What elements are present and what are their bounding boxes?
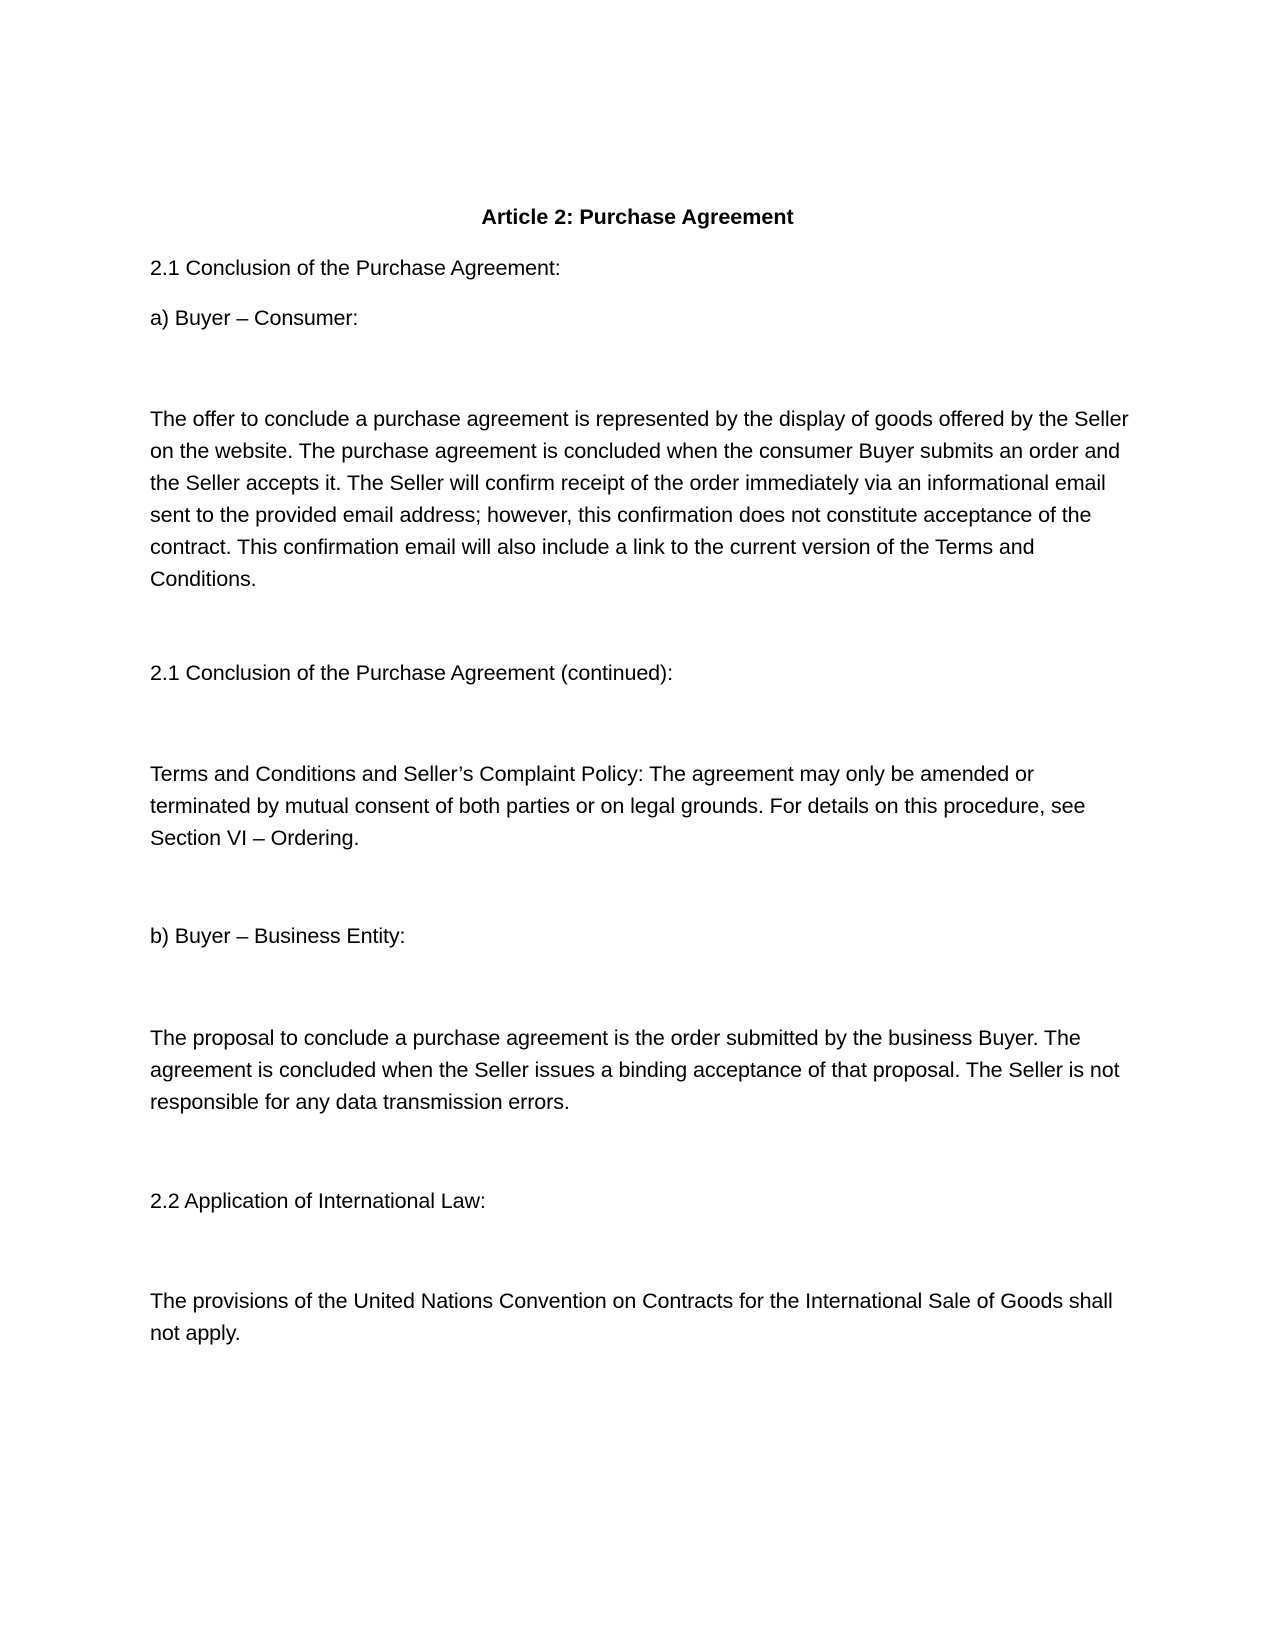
paragraph-terms-complaint-policy: Terms and Conditions and Seller’s Complaint Policy: The agreement may only be amended or terminated by mutual consent of both parties or on legal grounds. For details on this procedure, see Section VI – Ordering.: [150, 762, 1086, 850]
paragraph-business-agreement: The proposal to conclude a purchase agreement is the order submitted by the business Buyer. The agreement is concluded when the Seller issues a binding acceptance of that proposal. The Seller is not responsible for any data transmission errors.: [150, 1026, 1120, 1114]
section-heading-2-1-continued: 2.1 Conclusion of the Purchase Agreement (continued):: [150, 661, 673, 685]
paragraph-international-law: The provisions of the United Nations Convention on Contracts for the International Sale of Goods shall not apply.: [150, 1289, 1113, 1345]
paragraph-consumer-agreement: The offer to conclude a purchase agreement is represented by the display of goods offered by the Seller on the website. The purchase agreement is concluded when the consumer Buyer submits an order and the Seller accepts it. The Seller will confirm receipt of the order immediately via an informational email sent to the provided email address; however, this confirmation does not constitute acceptance of the contract. This confirmation email will also include a link to the current version of the Terms and Conditions.: [150, 407, 1129, 591]
subheading-buyer-business: b) Buyer – Business Entity:: [150, 924, 406, 948]
section-heading-2-2: 2.2 Application of International Law:: [150, 1189, 486, 1213]
document-title: Article 2: Purchase Agreement: [481, 205, 794, 229]
subheading-buyer-consumer: a) Buyer – Consumer:: [150, 306, 359, 330]
section-heading-2-1: 2.1 Conclusion of the Purchase Agreement:: [150, 256, 561, 280]
